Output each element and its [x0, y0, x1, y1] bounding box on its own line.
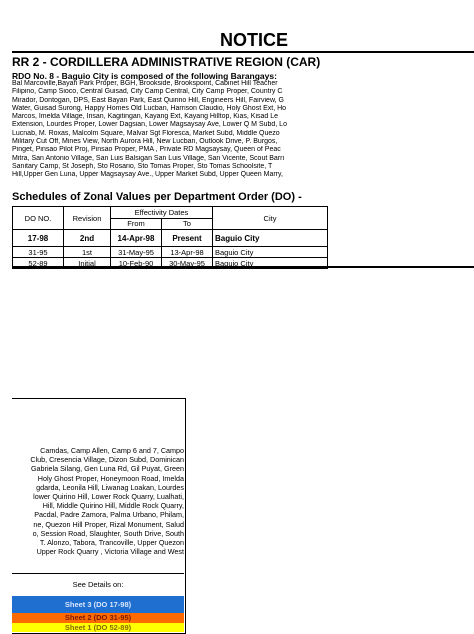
title-rule	[12, 51, 474, 53]
barangay-line: o, Session Road, Slaughter, South Drive, South	[32, 528, 184, 538]
barangay-line: Marcos, Imelda Village, Irisan, Kagitingan, Kayang Ext, Kayang Hilltop, Kias, Kisad Le	[12, 113, 279, 121]
cell-city: Baguio City	[213, 247, 328, 258]
barangay-line: Camdas, Camp Allen, Camp 6 and 7, Campo	[40, 446, 184, 455]
barangay-line: Mirador, Dontogan, DPS, East Bayan Park, East Quirino Hill, Engineers Hill, Fairview, G	[12, 96, 284, 104]
cell-revision: 1st	[64, 247, 111, 258]
barangay-line: Upper Rock Quarry , Victoria Village and West	[36, 547, 184, 557]
cell-to: 30-May-95	[162, 258, 213, 269]
barangay-line: Filipino, Camp Sioco, Central Guisad, City Camp Central, City Camp Proper, Country C	[12, 88, 283, 96]
barangay-line: Pinget, Pinsao Pilot Proj, Pinsao Proper, PMA , Private RD Magsaysay, Queen of Peac	[12, 146, 281, 154]
barangay-line: Sanitary Camp, St Joseph, Sto Rosario, Sto Tomas Proper, Sto Tomas Schoolsite, T	[12, 162, 273, 170]
barangay-line: Hill, Middle Quirino Hill, Middle Rock Quarry,	[42, 501, 184, 511]
cell-from: 14-Apr-98	[111, 230, 162, 247]
header-city: City	[213, 207, 328, 230]
notice-title: NOTICE	[220, 30, 289, 50]
cell-from: 10-Feb-90	[111, 258, 162, 269]
barangay-line: Lucnab, M. Roxas, Malcolm Square, Malvar Sgt Floresca, Market Subd, Middle Quezo	[12, 129, 280, 137]
header-effectivity: Effectivity Dates	[111, 207, 213, 219]
schedule-title: Schedules of Zonal Values per Department Order (DO) -	[12, 191, 302, 203]
barangay-line: Gabriela Silang, Gen Luna Rd, Gil Puyat, Green	[30, 464, 184, 474]
rdo-heading: RDO No. 8 - Baguio City is composed of the following Barangays:	[12, 71, 277, 81]
barangay-line: lower Quirino Hill, Lower Rock Quarry, Lualhati,	[33, 492, 184, 502]
barangay-line: ne, Quezon Hill Proper, Rizal Monument, Salud	[33, 519, 184, 529]
sheet-3-link[interactable]: Sheet 3 (DO 17-98)	[12, 596, 184, 613]
barangay-list	[12, 80, 474, 194]
cell-city: Baguio City	[213, 258, 328, 269]
barangay-line: Military Cut Off, Mines View, North Aurora Hill, New Lucban, Outlook Drive, P. Burgos,	[12, 138, 278, 146]
table-row	[13, 247, 328, 258]
cell-revision: 2nd	[64, 230, 111, 247]
do-table	[12, 206, 328, 269]
header-to: To	[162, 218, 213, 230]
barangay-line: gdarda, Leonila Hill, Liwanag Loakan, Lourdes	[36, 482, 184, 492]
cell-to: 13-Apr-98	[162, 247, 213, 258]
barangay-line: Holy Ghost Proper, Honeymoon Road, Imelda	[37, 473, 184, 483]
barangay-line: Club, Cresencia Village, Dizon Subd, Dominican	[30, 455, 184, 465]
barangay-line: Extension, Lourdes Proper, Lower Dagsian, Lower Magsaysay Ave, Lower Q M Subd, Lo	[12, 121, 287, 129]
cell-do: 31-95	[13, 247, 64, 258]
cell-city: Baguio City	[213, 230, 328, 247]
cell-do: 52-89	[13, 258, 64, 269]
table-row	[13, 230, 328, 247]
barangay-line: Hill,Upper Gen Luna, Upper Magsaysay Ave., Upper Market Subd, Upper Queen Marry,	[12, 171, 283, 179]
barangay-line: Bal Marcoville,Bayan Park Proper, BGH, Brookside, Brookspoint, Cabinet Hill Teacher	[12, 80, 278, 87]
region-heading: RR 2 - CORDILLERA ADMINISTRATIVE REGION (CAR)	[12, 55, 321, 69]
lower-barangay-list	[12, 446, 184, 556]
header-revision: Revision	[64, 207, 111, 230]
sheet-1-link[interactable]: Sheet 1 (DO 52-89)	[12, 623, 184, 632]
see-details-label: See Details on:	[12, 573, 184, 597]
header-do-no: DO NO.	[13, 207, 64, 230]
barangay-line: T. Alonzo, Tabora, Trancoville, Upper Quezon	[39, 538, 184, 548]
cell-to: Present	[162, 230, 213, 247]
cell-revision: Initial	[64, 258, 111, 269]
cell-do: 17-98	[13, 230, 64, 247]
sheet-2-link[interactable]: Sheet 2 (DO 31-95)	[12, 613, 184, 623]
section-rule	[12, 266, 474, 268]
barangay-line: Pacdal, Padre Zamora, Palma Urbano, Philam,	[34, 510, 184, 520]
barangay-line: Water, Guisad Surong, Happy Homes Old Lucban, Harrison Claudio, Holy Ghost Ext, Ho	[12, 104, 287, 112]
cell-from: 31-May-95	[111, 247, 162, 258]
header-from: From	[111, 218, 162, 230]
barangay-line: Mitra, San Antonio Village, San Luis Balsigan San Luis Village, San Vicente, Scout Barri	[12, 154, 285, 162]
